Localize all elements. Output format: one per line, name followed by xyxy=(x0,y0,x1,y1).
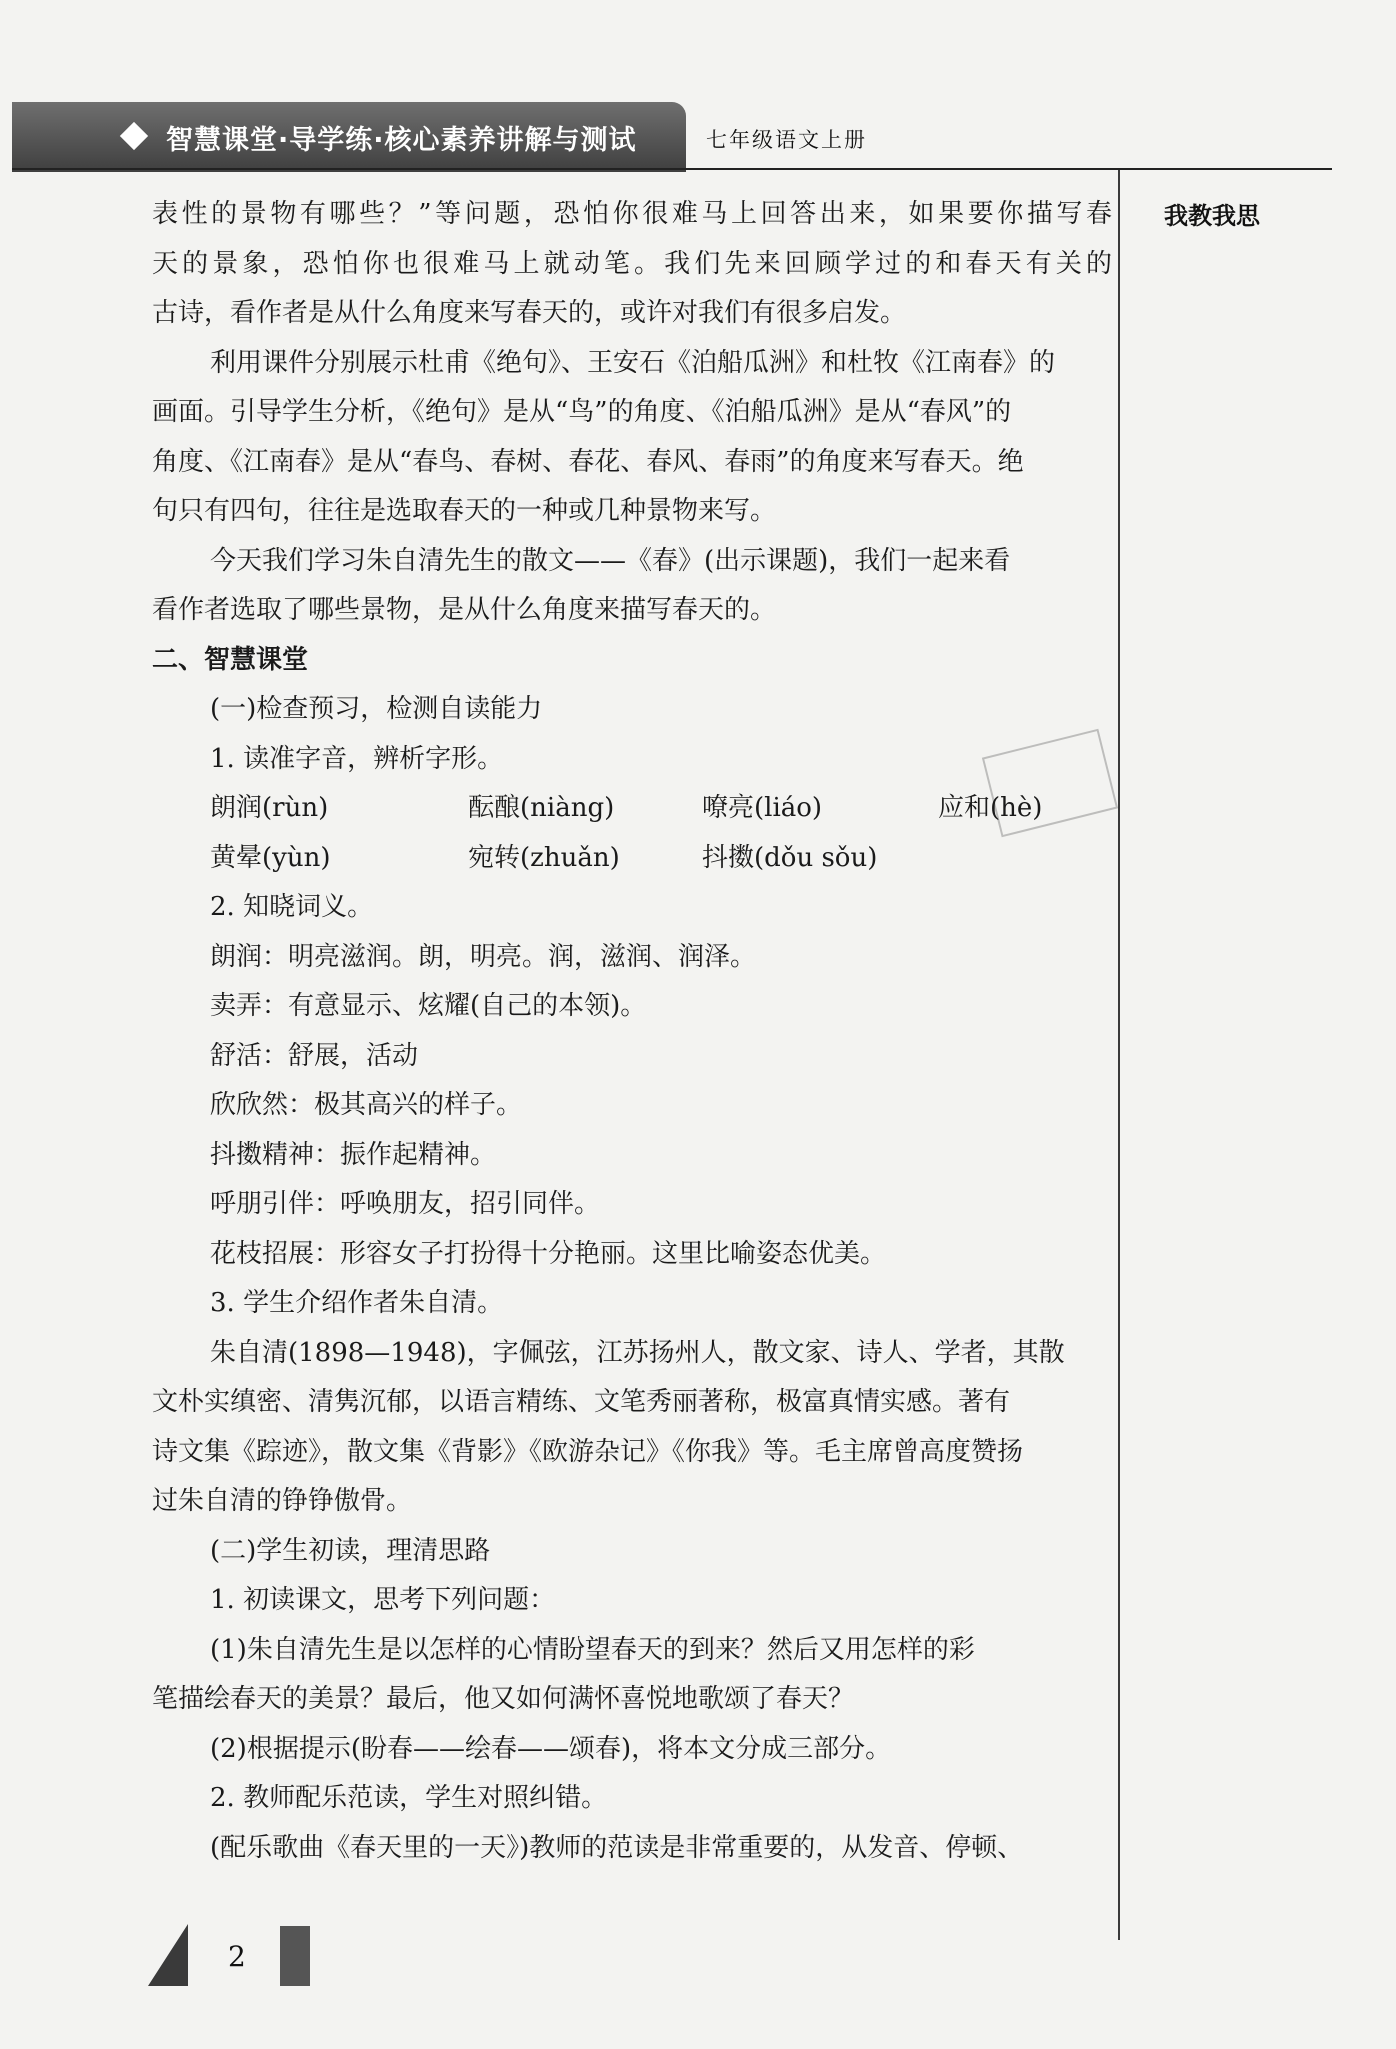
vocab-line: 呼朋引伴：呼唤朋友，招引同伴。 xyxy=(210,1189,601,1219)
paragraph-line: 诗文集《踪迹》，散文集《背影》《欧游杂记》《你我》等。毛主席曾高度赞扬 xyxy=(152,1436,1024,1467)
pinyin-word: 宛转(zhuǎn) xyxy=(468,842,620,873)
pinyin-row xyxy=(152,834,1112,884)
pinyin-word: 应和(hè) xyxy=(938,793,1043,823)
paragraph-line: (配乐歌曲《春天里的一天》)教师的范读是非常重要的，从发音、停顿、 xyxy=(210,1832,1024,1863)
pinyin-row xyxy=(152,784,1112,834)
paragraph-line: 今天我们学习朱自清先生的散文——《春》(出示课题)，我们一起来看 xyxy=(210,545,1011,576)
grade-label: 七年级语文上册 xyxy=(706,128,867,152)
paragraph-line: 利用课件分别展示杜甫《绝句》、王安石《泊船瓜洲》和杜牧《江南春》的 xyxy=(210,347,1056,378)
footer-block xyxy=(280,1926,310,1986)
header-divider xyxy=(12,168,1332,170)
pinyin-word: 嘹亮(liáo) xyxy=(702,793,823,823)
question-line: 笔描绘春天的美景？最后，他又如何满怀喜悦地歌颂了春天？ xyxy=(152,1684,855,1714)
question-line: (1)朱自清先生是以怎样的心情盼望春天的到来？然后又用怎样的彩 xyxy=(210,1634,975,1665)
paragraph-line: 朱自清(1898—1948)，字佩弦，江苏扬州人，散文家、诗人、学者，其散 xyxy=(210,1337,1065,1368)
section-heading: 二、智慧课堂 xyxy=(152,644,309,675)
vocab-line: 舒活：舒展，活动 xyxy=(210,1040,419,1071)
pinyin-word: 黄晕(yùn) xyxy=(210,842,331,873)
question-line: (2)根据提示(盼春——绘春——颂春)，将本文分成三部分。 xyxy=(210,1733,892,1764)
vocab-line: 朗润：明亮滋润。朗，明亮。润，滋润、润泽。 xyxy=(210,941,757,972)
subsection-heading: (二)学生初读，理清思路 xyxy=(210,1535,491,1566)
paragraph-line: 画面。引导学生分析，《绝句》是从“鸟”的角度、《泊船瓜洲》是从“春风”的 xyxy=(152,397,1012,427)
vocab-line: 抖擞精神：振作起精神。 xyxy=(210,1139,497,1170)
side-column-divider xyxy=(1118,170,1120,1940)
paragraph-line: 古诗，看作者是从什么角度来写春天的，或许对我们有很多启发。 xyxy=(152,298,907,328)
item-line: 1. 初读课文，思考下列问题： xyxy=(210,1585,556,1615)
pinyin-word: 朗润(rùn) xyxy=(210,793,329,823)
paragraph-line: 过朱自清的铮铮傲骨。 xyxy=(152,1486,413,1516)
paragraph-line: 看作者选取了哪些景物，是从什么角度来描写春天的。 xyxy=(152,595,777,625)
vocab-line: 欣欣然：极其高兴的样子。 xyxy=(210,1090,523,1120)
footer-triangle xyxy=(148,1924,188,1986)
paragraph-line: 天的景象，恐怕你也很难马上就动笔。我们先来回顾学过的和春天有关的 xyxy=(152,248,1112,279)
vocab-line: 花枝招展：形容女子打扮得十分艳丽。这里比喻姿态优美。 xyxy=(210,1238,887,1269)
side-column-title: 我教我思 xyxy=(1164,202,1260,230)
paragraph-line: 句只有四句，往往是选取春天的一种或几种景物来写。 xyxy=(152,496,777,526)
subsection-heading: (一)检查预习，检测自读能力 xyxy=(210,694,543,724)
paragraph-line: 文朴实缜密、清隽沉郁，以语言精练、文笔秀丽著称，极富真情实感。著有 xyxy=(152,1387,1011,1417)
page-number: 2 xyxy=(228,1940,246,1973)
paragraph-line: 表性的景物有哪些？”等问题，恐怕你很难马上回答出来，如果要你描写春 xyxy=(152,199,1112,229)
pinyin-word: 抖擞(dǒu sǒu) xyxy=(702,842,878,873)
item-line: 2. 教师配乐范读，学生对照纠错。 xyxy=(210,1783,608,1813)
vocab-line: 卖弄：有意显示、炫耀(自己的本领)。 xyxy=(210,991,647,1021)
pinyin-word: 酝酿(niàng) xyxy=(468,793,615,823)
item-line: 1. 读准字音，辨析字形。 xyxy=(210,743,504,774)
main-text xyxy=(152,190,1112,1873)
item-line: 2. 知晓词义。 xyxy=(210,892,374,922)
paragraph-line: 角度、《江南春》是从“春鸟、春树、春花、春风、春雨”的角度来写春天。绝 xyxy=(152,446,1024,477)
item-line: 3. 学生介绍作者朱自清。 xyxy=(210,1288,504,1318)
series-title: 智慧课堂·导学练·核心素养讲解与测试 xyxy=(166,125,637,156)
